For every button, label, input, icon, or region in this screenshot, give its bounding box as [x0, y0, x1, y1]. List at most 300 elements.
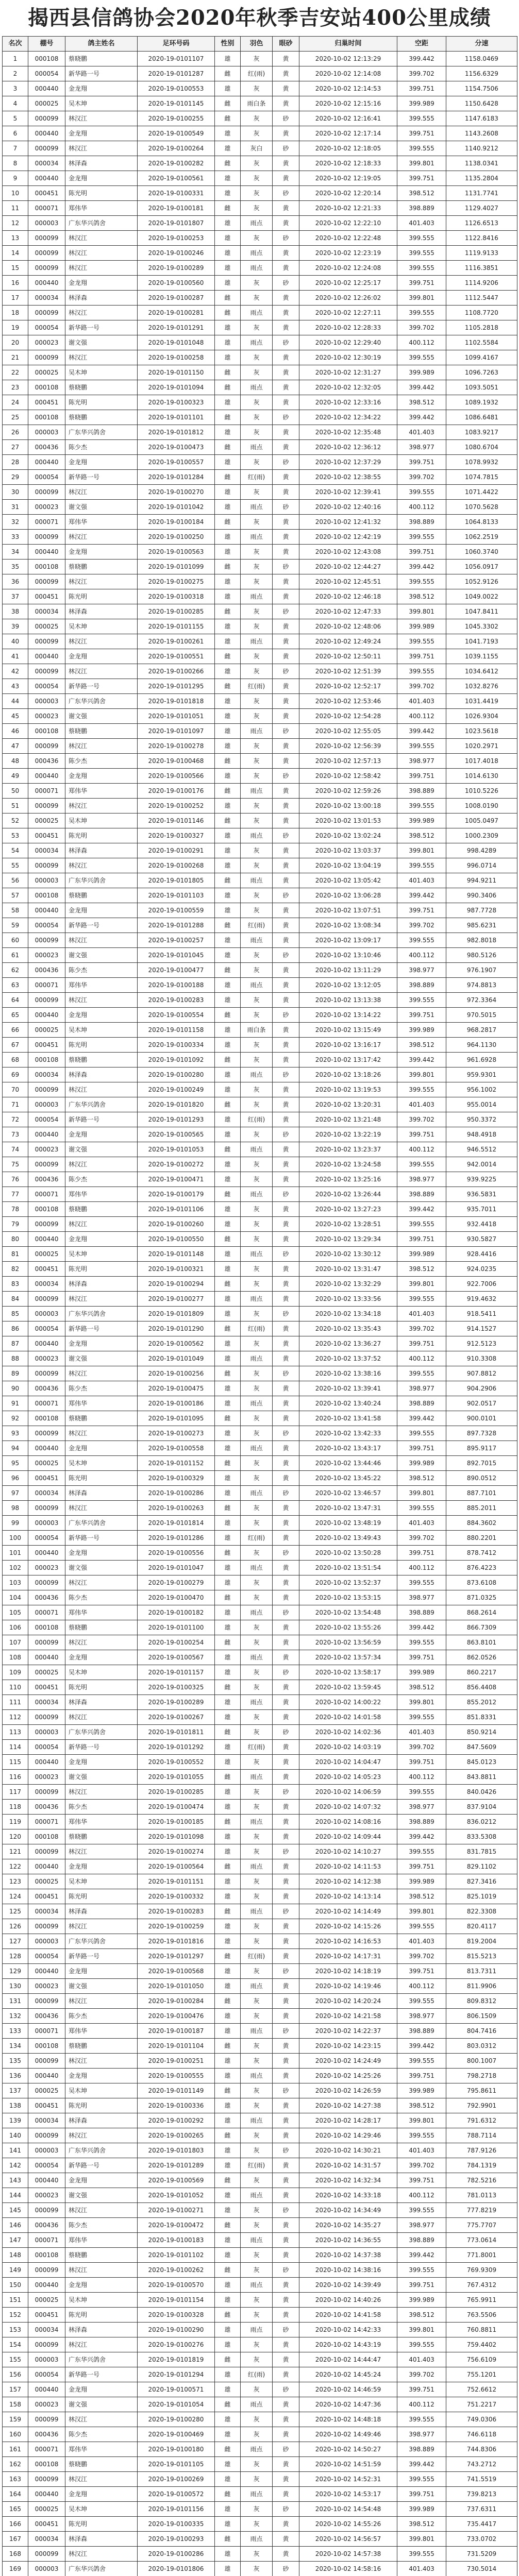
cell-eye: 黄 [273, 1321, 299, 1336]
cell-rank: 113 [3, 1725, 28, 1740]
table-row [3, 754, 517, 769]
cell-eye: 黄 [273, 1157, 299, 1172]
cell-owner-name: 陈光明 [65, 2517, 138, 2532]
cell-eye: 砂 [273, 2024, 299, 2039]
cell-owner-name: 谢文强 [65, 1351, 138, 1366]
cell-rank: 4 [3, 96, 28, 111]
cell-owner-name: 金龙翔 [65, 2069, 138, 2083]
cell-eye: 黄 [273, 1919, 299, 1934]
cell-color: 雨点 [241, 1650, 273, 1665]
cell-loft-id: 000071 [28, 1605, 65, 1620]
cell-rank: 83 [3, 1277, 28, 1292]
cell-rank: 48 [3, 754, 28, 769]
cell-owner-name: 蔡晓鹏 [65, 52, 138, 66]
cell-color: 红(雨) [241, 1112, 273, 1127]
cell-eye: 黄 [273, 2158, 299, 2173]
cell-speed: 811.9906 [446, 1979, 517, 1994]
cell-color: 雨点 [241, 335, 273, 350]
cell-ring-number: 2020-19-0101100 [138, 1620, 215, 1635]
cell-owner-name: 广东华兴鸽舍 [65, 694, 138, 709]
cell-eye: 黄 [273, 2098, 299, 2113]
cell-sex: 雄 [215, 1112, 241, 1127]
cell-color: 雨点 [241, 634, 273, 649]
cell-arrival-time: 2020-10-02 14:57:38 [299, 2547, 397, 2562]
cell-owner-name: 蔡晓鹏 [65, 2039, 138, 2054]
cell-distance: 400.112 [397, 709, 446, 724]
table-row [3, 2487, 517, 2502]
cell-ring-number: 2020-19-0101288 [138, 918, 215, 933]
cell-sex: 雌 [215, 1053, 241, 1067]
cell-owner-name: 吴木坤 [65, 1456, 138, 1471]
cell-arrival-time: 2020-10-02 14:12:38 [299, 1874, 397, 1889]
cell-loft-id: 000023 [28, 1770, 65, 1785]
cell-distance: 398.512 [397, 2517, 446, 2532]
cell-loft-id: 000003 [28, 2352, 65, 2367]
cell-distance: 398.512 [397, 186, 446, 201]
cell-arrival-time: 2020-10-02 14:56:57 [299, 2532, 397, 2547]
cell-eye: 黄 [273, 978, 299, 993]
cell-eye: 砂 [273, 2323, 299, 2337]
cell-speed: 1052.9126 [446, 574, 517, 589]
cell-eye: 黄 [273, 2188, 299, 2203]
cell-color: 雨点 [241, 784, 273, 799]
cell-sex: 雄 [215, 694, 241, 709]
cell-color: 灰 [241, 2009, 273, 2024]
cell-distance: 399.442 [397, 1202, 446, 1217]
cell-ring-number: 2020-19-0100275 [138, 574, 215, 589]
cell-distance: 401.403 [397, 694, 446, 709]
cell-ring-number: 2020-19-0101820 [138, 1097, 215, 1112]
cell-arrival-time: 2020-10-02 12:36:12 [299, 440, 397, 455]
cell-arrival-time: 2020-10-02 12:47:33 [299, 604, 397, 619]
cell-loft-id: 000436 [28, 963, 65, 978]
cell-arrival-time: 2020-10-02 13:55:26 [299, 1620, 397, 1635]
cell-loft-id: 000440 [28, 1546, 65, 1561]
cell-rank: 58 [3, 903, 28, 918]
cell-color: 红(雨) [241, 2367, 273, 2382]
cell-distance: 399.442 [397, 410, 446, 425]
cell-rank: 39 [3, 619, 28, 634]
cell-eye: 黄 [273, 2487, 299, 2502]
cell-ring-number: 2020-19-0100566 [138, 769, 215, 784]
cell-sex: 雄 [215, 858, 241, 873]
table-row [3, 96, 517, 111]
cell-loft-id: 000099 [28, 1994, 65, 2009]
cell-color: 灰 [241, 1381, 273, 1396]
cell-color: 灰 [241, 2308, 273, 2323]
cell-distance: 399.442 [397, 2039, 446, 2054]
cell-eye: 砂 [273, 664, 299, 679]
cell-ring-number: 2020-19-0100283 [138, 993, 215, 1008]
cell-loft-id: 000023 [28, 2397, 65, 2412]
cell-distance: 398.512 [397, 2098, 446, 2113]
cell-ring-number: 2020-19-0101151 [138, 1874, 215, 1889]
cell-rank: 71 [3, 1097, 28, 1112]
cell-arrival-time: 2020-10-02 12:50:11 [299, 649, 397, 664]
cell-ring-number: 2020-19-0100185 [138, 1815, 215, 1829]
cell-arrival-time: 2020-10-02 14:15:26 [299, 1919, 397, 1934]
cell-color: 灰 [241, 858, 273, 873]
results-table [2, 36, 517, 2576]
cell-eye: 黄 [273, 1097, 299, 1112]
cell-rank: 169 [3, 2562, 28, 2576]
table-row [3, 2263, 517, 2278]
cell-color: 灰 [241, 1232, 273, 1247]
cell-speed: 751.2217 [446, 2397, 517, 2412]
cell-color: 红(雨) [241, 1531, 273, 1546]
cell-arrival-time: 2020-10-02 12:24:08 [299, 261, 397, 276]
cell-distance: 399.555 [397, 246, 446, 261]
cell-arrival-time: 2020-10-02 14:16:53 [299, 1934, 397, 1949]
cell-eye: 黄 [273, 858, 299, 873]
cell-owner-name: 广东华兴鸽舍 [65, 1516, 138, 1531]
cell-rank: 123 [3, 1874, 28, 1889]
cell-distance: 398.889 [397, 2233, 446, 2248]
cell-arrival-time: 2020-10-02 12:32:05 [299, 380, 397, 395]
cell-color: 灰 [241, 2382, 273, 2397]
cell-color: 灰 [241, 903, 273, 918]
table-row [3, 500, 517, 515]
cell-ring-number: 2020-19-0101816 [138, 1934, 215, 1949]
cell-ring-number: 2020-19-0101097 [138, 724, 215, 739]
cell-loft-id: 000108 [28, 1202, 65, 1217]
cell-sex: 雌 [215, 2397, 241, 2412]
cell-loft-id: 000071 [28, 978, 65, 993]
cell-eye: 黄 [273, 1381, 299, 1396]
header-distance: 空距 [397, 37, 446, 52]
cell-distance: 399.989 [397, 2083, 446, 2098]
cell-owner-name: 林汉江 [65, 2203, 138, 2218]
cell-arrival-time: 2020-10-02 14:42:33 [299, 2323, 397, 2337]
cell-speed: 827.3416 [446, 1874, 517, 1889]
cell-color: 灰 [241, 2337, 273, 2352]
cell-speed: 1116.3851 [446, 261, 517, 276]
cell-ring-number: 2020-19-0101102 [138, 2248, 215, 2263]
cell-loft-id: 000025 [28, 1665, 65, 1680]
cell-ring-number: 2020-19-0100274 [138, 1844, 215, 1859]
cell-ring-number: 2020-19-0100272 [138, 1157, 215, 1172]
cell-color: 灰 [241, 1800, 273, 1815]
cell-speed: 1070.5628 [446, 500, 517, 515]
cell-owner-name: 林汉江 [65, 1919, 138, 1934]
cell-ring-number: 2020-19-0101148 [138, 1247, 215, 1262]
cell-distance: 399.801 [397, 156, 446, 171]
cell-speed: 968.2817 [446, 1023, 517, 1038]
cell-rank: 117 [3, 1785, 28, 1800]
cell-color: 灰 [241, 320, 273, 335]
cell-rank: 47 [3, 739, 28, 754]
cell-eye: 砂 [273, 186, 299, 201]
cell-loft-id: 000003 [28, 2143, 65, 2158]
cell-eye: 黄 [273, 1800, 299, 1815]
cell-loft-id: 000099 [28, 1919, 65, 1934]
cell-speed: 878.7412 [446, 1546, 517, 1561]
cell-loft-id: 000108 [28, 2248, 65, 2263]
cell-eye: 黄 [273, 246, 299, 261]
cell-speed: 782.5216 [446, 2173, 517, 2188]
cell-loft-id: 000451 [28, 828, 65, 843]
cell-speed: 996.0714 [446, 858, 517, 873]
cell-ring-number: 2020-19-0101092 [138, 1053, 215, 1067]
table-row [3, 1531, 517, 1546]
cell-color: 灰 [241, 1575, 273, 1590]
cell-color: 雨点 [241, 246, 273, 261]
cell-distance: 398.977 [397, 1590, 446, 1605]
cell-distance: 399.555 [397, 231, 446, 246]
cell-color: 灰 [241, 2128, 273, 2143]
cell-color: 灰 [241, 1038, 273, 1053]
cell-speed: 829.1102 [446, 1859, 517, 1874]
cell-arrival-time: 2020-10-02 13:00:18 [299, 799, 397, 814]
cell-arrival-time: 2020-10-02 14:11:53 [299, 1859, 397, 1874]
cell-eye: 黄 [273, 799, 299, 814]
cell-sex: 雌 [215, 604, 241, 619]
cell-rank: 73 [3, 1127, 28, 1142]
cell-speed: 1099.4167 [446, 350, 517, 365]
cell-rank: 108 [3, 1650, 28, 1665]
cell-sex: 雌 [215, 1097, 241, 1112]
table-row [3, 2308, 517, 2323]
cell-eye: 黄 [273, 1949, 299, 1964]
cell-speed: 767.4312 [446, 2278, 517, 2293]
cell-loft-id: 000003 [28, 1307, 65, 1321]
cell-rank: 37 [3, 589, 28, 604]
cell-rank: 100 [3, 1531, 28, 1546]
table-row [3, 1785, 517, 1800]
table-row [3, 1008, 517, 1023]
table-row [3, 2188, 517, 2203]
cell-rank: 166 [3, 2517, 28, 2532]
cell-distance: 399.555 [397, 664, 446, 679]
cell-rank: 60 [3, 933, 28, 948]
cell-color: 雨点 [241, 216, 273, 231]
cell-distance: 398.512 [397, 1262, 446, 1277]
cell-sex: 雄 [215, 1426, 241, 1441]
cell-distance: 399.801 [397, 1486, 446, 1501]
cell-speed: 998.4289 [446, 843, 517, 858]
cell-color: 红(雨) [241, 1740, 273, 1755]
cell-distance: 398.512 [397, 828, 446, 843]
cell-ring-number: 2020-19-0100565 [138, 1127, 215, 1142]
cell-speed: 804.7416 [446, 2024, 517, 2039]
cell-color: 雨点 [241, 1770, 273, 1785]
cell-rank: 56 [3, 873, 28, 888]
cell-color: 雨白条 [241, 1023, 273, 1038]
cell-eye: 黄 [273, 1232, 299, 1247]
cell-loft-id: 000099 [28, 1710, 65, 1725]
table-row [3, 1411, 517, 1426]
cell-eye: 黄 [273, 350, 299, 365]
cell-speed: 892.7015 [446, 1456, 517, 1471]
cell-owner-name: 林汉江 [65, 799, 138, 814]
cell-owner-name: 广东华兴鸽舍 [65, 1934, 138, 1949]
cell-speed: 822.3308 [446, 1904, 517, 1919]
cell-speed: 970.5015 [446, 1008, 517, 1023]
cell-arrival-time: 2020-10-02 14:55:26 [299, 2517, 397, 2532]
cell-sex: 雄 [215, 1486, 241, 1501]
cell-loft-id: 000436 [28, 1381, 65, 1396]
cell-distance: 399.442 [397, 560, 446, 574]
cell-eye: 黄 [273, 2308, 299, 2323]
cell-distance: 399.751 [397, 1755, 446, 1770]
cell-arrival-time: 2020-10-02 13:12:05 [299, 978, 397, 993]
cell-sex: 雄 [215, 724, 241, 739]
cell-rank: 104 [3, 1590, 28, 1605]
cell-loft-id: 000099 [28, 261, 65, 276]
cell-rank: 21 [3, 350, 28, 365]
cell-distance: 399.555 [397, 1157, 446, 1172]
cell-distance: 398.889 [397, 978, 446, 993]
table-row [3, 828, 517, 843]
cell-ring-number: 2020-19-0100476 [138, 2009, 215, 2024]
cell-color: 灰 [241, 2143, 273, 2158]
table-row [3, 2562, 517, 2576]
cell-loft-id: 000108 [28, 1829, 65, 1844]
cell-rank: 153 [3, 2323, 28, 2337]
cell-speed: 760.8811 [446, 2323, 517, 2337]
cell-eye: 黄 [273, 1695, 299, 1710]
cell-sex: 雄 [215, 2248, 241, 2263]
cell-eye: 黄 [273, 1441, 299, 1456]
cell-owner-name: 新华路一号 [65, 679, 138, 694]
table-row [3, 1561, 517, 1575]
cell-arrival-time: 2020-10-02 12:14:53 [299, 81, 397, 96]
cell-rank: 126 [3, 1919, 28, 1934]
cell-owner-name: 金龙翔 [65, 1008, 138, 1023]
cell-sex: 雄 [215, 1038, 241, 1053]
cell-loft-id: 000099 [28, 2203, 65, 2218]
cell-loft-id: 000034 [28, 1067, 65, 1082]
cell-distance: 400.112 [397, 1979, 446, 1994]
cell-ring-number: 2020-19-0100572 [138, 2487, 215, 2502]
cell-distance: 401.403 [397, 2143, 446, 2158]
cell-sex: 雄 [215, 1351, 241, 1366]
cell-distance: 399.442 [397, 724, 446, 739]
table-row [3, 1919, 517, 1934]
cell-loft-id: 000054 [28, 1949, 65, 1964]
cell-speed: 1064.8133 [446, 515, 517, 530]
table-row [3, 1247, 517, 1262]
cell-loft-id: 000451 [28, 589, 65, 604]
cell-loft-id: 000099 [28, 1292, 65, 1307]
cell-sex: 雄 [215, 1650, 241, 1665]
cell-sex: 雄 [215, 2009, 241, 2024]
cell-owner-name: 新华路一号 [65, 1740, 138, 1755]
cell-speed: 930.5827 [446, 1232, 517, 1247]
cell-sex: 雄 [215, 350, 241, 365]
cell-ring-number: 2020-19-0100186 [138, 1396, 215, 1411]
cell-ring-number: 2020-19-0100264 [138, 141, 215, 156]
cell-ring-number: 2020-19-0100551 [138, 649, 215, 664]
cell-speed: 836.0212 [446, 1815, 517, 1829]
cell-color: 雨点 [241, 2113, 273, 2128]
cell-owner-name: 蔡晓鹏 [65, 888, 138, 903]
cell-eye: 黄 [273, 1531, 299, 1546]
cell-ring-number: 2020-19-0101101 [138, 410, 215, 425]
cell-sex: 雌 [215, 1859, 241, 1874]
cell-arrival-time: 2020-10-02 13:11:29 [299, 963, 397, 978]
cell-ring-number: 2020-19-0100570 [138, 2278, 215, 2293]
cell-sex: 雄 [215, 2547, 241, 2562]
cell-eye: 黄 [273, 320, 299, 335]
cell-owner-name: 金龙翔 [65, 1232, 138, 1247]
table-row [3, 350, 517, 365]
cell-arrival-time: 2020-10-02 13:52:37 [299, 1575, 397, 1590]
cell-ring-number: 2020-19-0100282 [138, 156, 215, 171]
cell-distance: 399.751 [397, 276, 446, 291]
cell-rank: 102 [3, 1561, 28, 1575]
cell-owner-name: 林汉江 [65, 2472, 138, 2487]
cell-eye: 砂 [273, 1008, 299, 1023]
cell-loft-id: 000071 [28, 2442, 65, 2457]
cell-ring-number: 2020-19-0100554 [138, 1008, 215, 1023]
cell-sex: 雄 [215, 664, 241, 679]
cell-eye: 黄 [273, 2039, 299, 2054]
cell-loft-id: 000071 [28, 1815, 65, 1829]
cell-arrival-time: 2020-10-02 14:07:32 [299, 1800, 397, 1815]
table-row [3, 1994, 517, 2009]
cell-eye: 砂 [273, 1904, 299, 1919]
cell-rank: 81 [3, 1247, 28, 1262]
cell-owner-name: 金龙翔 [65, 276, 138, 291]
table-row [3, 679, 517, 694]
cell-distance: 399.702 [397, 1531, 446, 1546]
cell-sex: 雄 [215, 1172, 241, 1187]
cell-loft-id: 000034 [28, 1904, 65, 1919]
cell-sex: 雌 [215, 649, 241, 664]
cell-loft-id: 000025 [28, 1247, 65, 1262]
cell-speed: 1112.5447 [446, 291, 517, 306]
cell-distance: 399.989 [397, 365, 446, 380]
cell-arrival-time: 2020-10-02 14:36:55 [299, 2233, 397, 2248]
cell-rank: 119 [3, 1815, 28, 1829]
cell-ring-number: 2020-19-0100270 [138, 485, 215, 500]
cell-rank: 135 [3, 2054, 28, 2069]
cell-ring-number: 2020-19-0101098 [138, 1829, 215, 1844]
cell-sex: 雄 [215, 1292, 241, 1307]
cell-eye: 砂 [273, 560, 299, 574]
cell-ring-number: 2020-19-0100294 [138, 1277, 215, 1292]
cell-rank: 54 [3, 843, 28, 858]
cell-sex: 雄 [215, 2293, 241, 2308]
cell-distance: 399.442 [397, 380, 446, 395]
cell-eye: 黄 [273, 1859, 299, 1874]
cell-ring-number: 2020-19-0100552 [138, 1755, 215, 1770]
cell-eye: 黄 [273, 1590, 299, 1605]
cell-ring-number: 2020-19-0100262 [138, 2263, 215, 2278]
cell-speed: 1140.9212 [446, 141, 517, 156]
cell-arrival-time: 2020-10-02 12:37:29 [299, 455, 397, 470]
cell-sex: 雄 [215, 1800, 241, 1815]
cell-rank: 85 [3, 1307, 28, 1321]
cell-speed: 735.4417 [446, 2517, 517, 2532]
cell-speed: 990.3406 [446, 888, 517, 903]
cell-arrival-time: 2020-10-02 14:37:38 [299, 2248, 397, 2263]
cell-owner-name: 林汉江 [65, 664, 138, 679]
cell-ring-number: 2020-19-0101805 [138, 873, 215, 888]
cell-loft-id: 000071 [28, 1396, 65, 1411]
cell-eye: 黄 [273, 814, 299, 828]
cell-speed: 871.0325 [446, 1590, 517, 1605]
cell-arrival-time: 2020-10-02 13:41:58 [299, 1411, 397, 1426]
cell-distance: 398.512 [397, 589, 446, 604]
cell-ring-number: 2020-19-0100469 [138, 2427, 215, 2442]
cell-ring-number: 2020-19-0101099 [138, 560, 215, 574]
table-row [3, 515, 517, 530]
cell-ring-number: 2020-19-0100265 [138, 2128, 215, 2143]
cell-rank: 11 [3, 201, 28, 216]
cell-speed: 759.4402 [446, 2337, 517, 2352]
